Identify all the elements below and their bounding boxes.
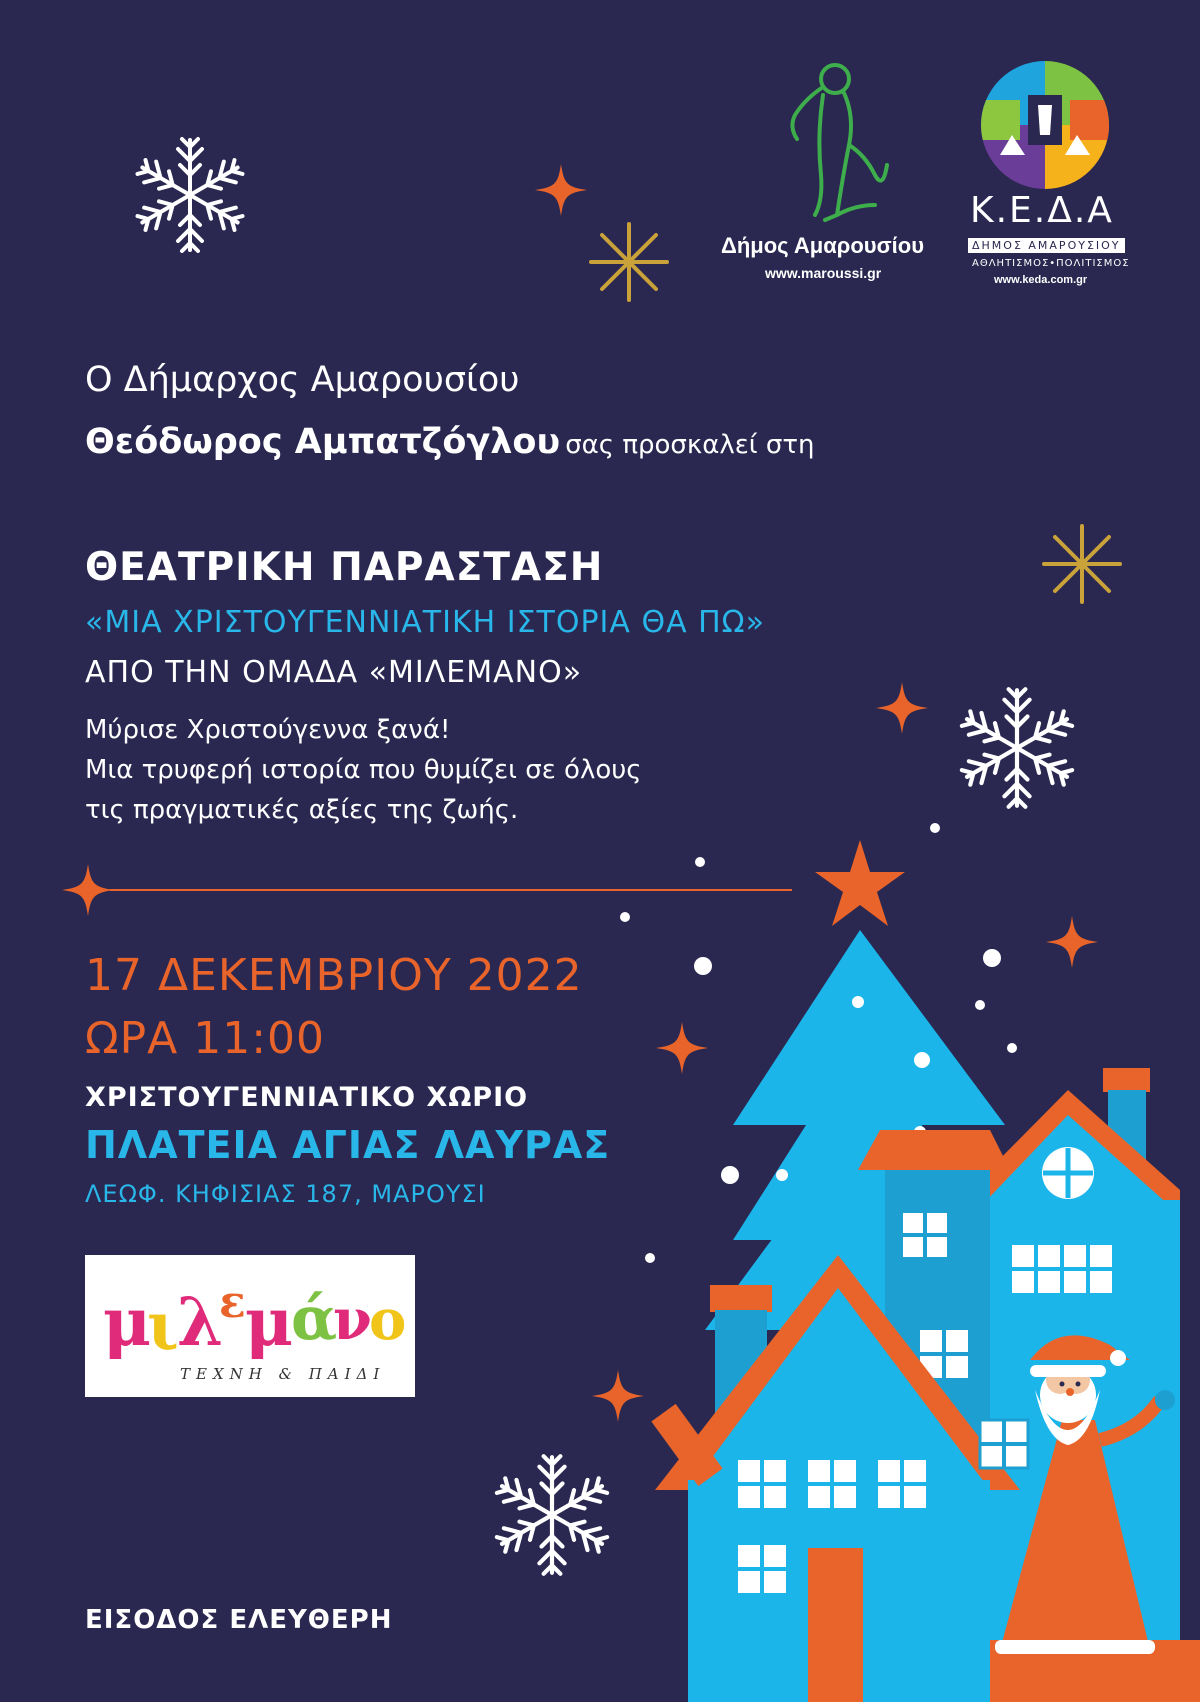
sparkle-star-icon (535, 164, 587, 216)
svg-text:μ: μ (245, 1283, 294, 1361)
description-line: Μύρισε Χριστούγεννα ξανά! (85, 715, 451, 745)
event-time: ΩΡΑ 11:00 (85, 1013, 326, 1064)
svg-text:ο: ο (369, 1287, 407, 1353)
snowflake-icon (495, 1456, 609, 1574)
milemano-tagline: ΤΕΧΝΗ & ΠΑΙΔΙ (180, 1365, 386, 1383)
municipality-logo (721, 55, 925, 285)
sparkle-star-icon (876, 682, 928, 734)
event-date: 17 ΔΕΚΕΜΒΡΙΟΥ 2022 (85, 950, 583, 1001)
keda-title: Κ.Ε.Δ.Α (970, 190, 1114, 231)
municipality-url: www.maroussi.gr (765, 265, 882, 281)
milemano-logo (85, 1255, 415, 1397)
sparkle-star-icon (656, 1022, 708, 1074)
svg-text:λ: λ (177, 1283, 224, 1361)
asterisk-star-icon (1044, 526, 1120, 602)
municipality-name: Δήμος Αμαρουσίου (721, 233, 925, 258)
sparkle-star-icon (62, 864, 114, 916)
asterisk-star-icon (591, 224, 667, 300)
snowflake-icon (960, 689, 1074, 807)
venue-line-1: ΧΡΙΣΤΟΥΓΕΝΝΙΑΤΙΚΟ ΧΩΡΙΟ (85, 1082, 529, 1113)
keda-subtitle: ΔΗΜΟΣ ΑΜΑΡΟΥΣΙΟΥ (968, 238, 1125, 253)
svg-text:ε: ε (219, 1277, 246, 1328)
invite-text: σας προσκαλεί στη (565, 430, 815, 460)
event-title: «ΜΙΑ ΧΡΙΣΤΟΥΓΕΝΝΙΑΤΙΚΗ ΙΣΤΟΡΙΑ ΘΑ ΠΩ» (85, 605, 765, 640)
mayor-name: Θεόδωρος Αμπατζόγλου (85, 422, 561, 462)
milemano-wordmark (85, 1267, 415, 1367)
event-description (85, 710, 642, 830)
mayor-title: Ο Δήμαρχος Αμαρουσίου (85, 360, 520, 400)
venue-line-2: ΠΛΑΤΕΙΑ ΑΓΙΑΣ ΛΑΥΡΑΣ (85, 1123, 611, 1167)
keda-tagline: ΑΘΛΗΤΙΣΜΟΣ•ΠΟΛΙΤΙΣΜΟΣ (972, 258, 1130, 269)
svg-text:μ: μ (103, 1283, 152, 1361)
keda-url: www.keda.com.gr (994, 274, 1088, 286)
mayor-invite-line (85, 422, 814, 462)
svg-text:ά: ά (291, 1284, 338, 1354)
sparkle-star-icon (592, 1370, 644, 1422)
svg-text:ι: ι (147, 1287, 179, 1365)
goddess-figure-icon (725, 55, 925, 235)
description-line: τις πραγματικές αξίες της ζωής. (85, 795, 519, 825)
description-line: Μια τρυφερή ιστορία που θυμίζει σε όλους (85, 755, 642, 785)
event-group: ΑΠΟ ΤΗΝ ΟΜΑΔΑ «ΜΙΛΕΜΑΝΟ» (85, 655, 583, 690)
sparkle-star-icon (1046, 916, 1098, 968)
keda-logo (960, 60, 1130, 290)
snowflake-icon (136, 139, 245, 251)
keda-color-circle-icon (980, 60, 1110, 190)
venue-address: ΛΕΩΦ. ΚΗΦΙΣΙΑΣ 187, ΜΑΡΟΥΣΙ (85, 1180, 486, 1208)
event-heading: ΘΕΑΤΡΙΚΗ ΠΑΡΑΣΤΑΣΗ (85, 545, 604, 590)
svg-text:ν: ν (333, 1287, 372, 1353)
entry-notice: ΕΙΣΟΔΟΣ ΕΛΕΥΘΕΡΗ (85, 1605, 393, 1635)
